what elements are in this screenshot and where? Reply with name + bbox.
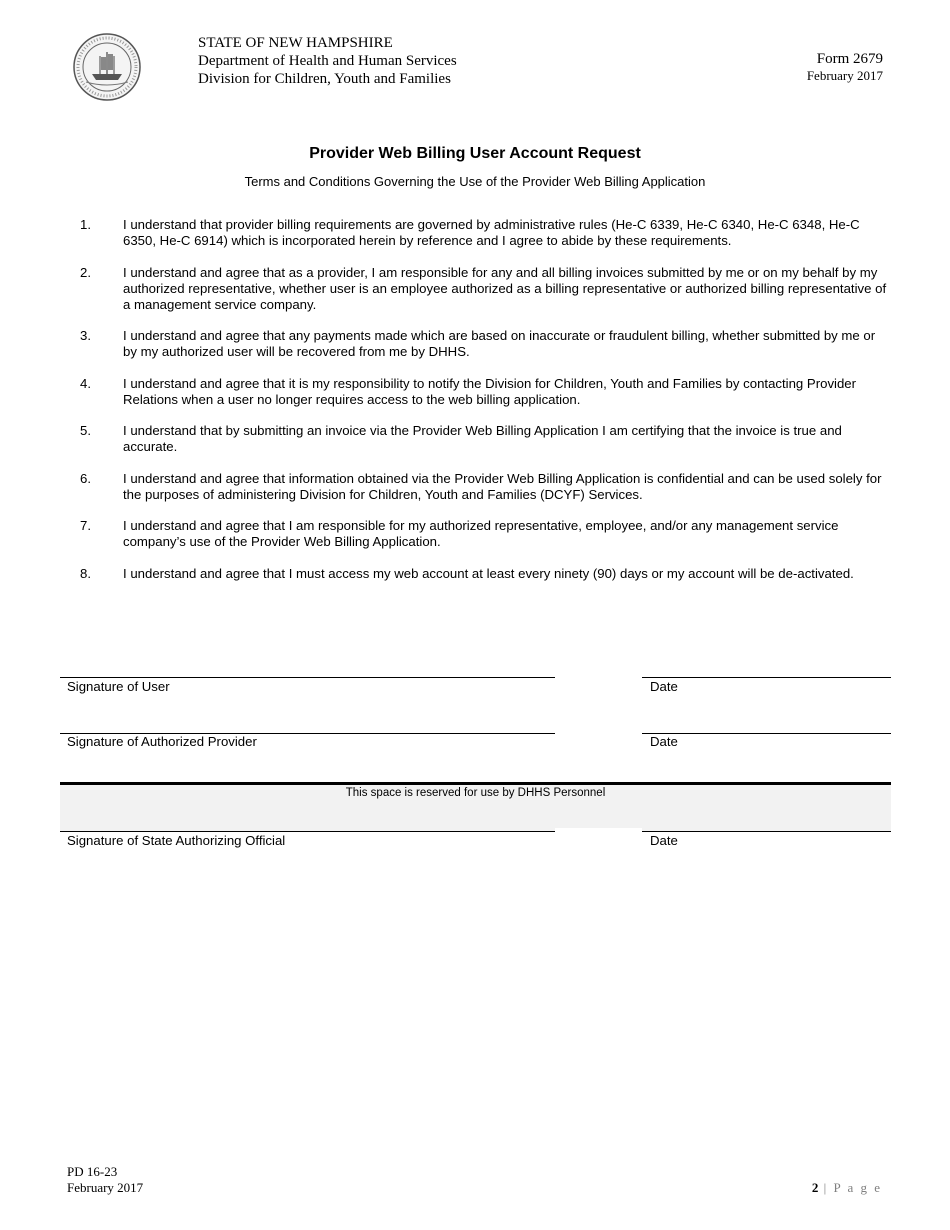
state-seal-icon: [72, 32, 142, 102]
list-item: [80, 217, 888, 249]
term-text: I understand and agree that information obtained via the Provider Web Billing Application is confidential and can be used solely for the purposes of administering Division for Children, Youth and Families (DCYF) Services.: [123, 470, 882, 502]
user-date-label: Date: [650, 679, 678, 694]
list-item: [80, 376, 888, 408]
term-text: I understand and agree that as a provider, I am responsible for any and all billing invoices submitted by me or on my behalf by my authorized representative, whether user is an employee authorized as a billing representative or authorized billing representative of a management service company.: [123, 264, 887, 312]
page-word: P a g e: [833, 1180, 882, 1195]
term-number: 3.: [80, 328, 91, 343]
provider-date-field[interactable]: [642, 733, 891, 734]
term-text: I understand and agree that I must access my web account at least every ninety (90) days or my account will be de-activated.: [123, 565, 854, 581]
term-number: 6.: [80, 470, 91, 486]
list-item: [80, 423, 888, 455]
reserved-note: This space is reserved for use by DHHS Personnel: [345, 787, 606, 799]
form-number-block: [807, 50, 883, 84]
user-signature-field[interactable]: [60, 677, 555, 678]
term-text: I understand and agree that I am responsible for my authorized representative, employee, and/or any management service company’s use of the Provider Web Billing Application.: [123, 518, 839, 549]
term-number: 2.: [80, 264, 91, 280]
term-number: 8.: [80, 565, 91, 581]
page-number: 2: [811, 1180, 819, 1195]
agency-state: STATE OF NEW HAMPSHIRE: [198, 35, 393, 51]
term-text: I understand and agree that any payments made which are based on inaccurate or fraudulent billing, whether submitted by me or by my authorized user will be recovered from me by DHHS.: [123, 328, 876, 359]
page-indicator: [812, 1180, 882, 1196]
agency-department: Department of Health and Human Services: [198, 53, 457, 69]
official-signature-label: Signature of State Authorizing Official: [67, 833, 286, 848]
dhhs-reserved-area: [60, 782, 891, 831]
user-signature-label: Signature of User: [67, 679, 170, 694]
term-number: 4.: [80, 375, 91, 391]
official-signature-field[interactable]: [60, 831, 555, 832]
agency-division: Division for Children, Youth and Families: [198, 71, 451, 87]
list-item: [80, 518, 888, 550]
list-item: [80, 328, 888, 360]
official-date-field[interactable]: [642, 831, 891, 832]
official-date-label: Date: [650, 833, 678, 848]
term-number: 7.: [80, 518, 91, 533]
footer-date: February 2017: [67, 1180, 144, 1195]
user-date-field[interactable]: [642, 677, 891, 678]
list-item: [80, 566, 888, 582]
page-title: Provider Web Billing User Account Request: [309, 145, 641, 162]
term-text: I understand that by submitting an invoice via the Provider Web Billing Application I am certifying that the invoice is true and accurate.: [123, 423, 842, 454]
page-subtitle: Terms and Conditions Governing the Use of the Provider Web Billing Application: [244, 174, 706, 189]
footer-form-code-block: [67, 1164, 143, 1196]
term-text: I understand that provider billing requirements are governed by administrative rules (He-C 6339, He-C 6340, He-C 6348, He-C 6350, He-C 6914) which is incorporated herein by reference and I agree to abide by these requirements.: [123, 217, 860, 248]
term-text: I understand and agree that it is my responsibility to notify the Division for Children, Youth and Families by contacting Provider Relations when a user no longer requires access to the web billing application.: [123, 375, 857, 407]
form-date: February 2017: [806, 68, 883, 83]
term-number: 1.: [80, 217, 91, 232]
terms-list: [80, 217, 888, 597]
agency-name-block: [198, 34, 457, 88]
list-item: [80, 265, 888, 313]
divider-gap: [555, 828, 642, 831]
list-item: [80, 471, 888, 503]
provider-signature-label: Signature of Authorized Provider: [67, 734, 257, 749]
provider-date-label: Date: [650, 734, 678, 749]
form-number: Form 2679: [816, 51, 883, 67]
term-number: 5.: [80, 423, 91, 438]
page-separator: |: [823, 1180, 829, 1195]
footer-code: PD 16-23: [67, 1164, 118, 1179]
